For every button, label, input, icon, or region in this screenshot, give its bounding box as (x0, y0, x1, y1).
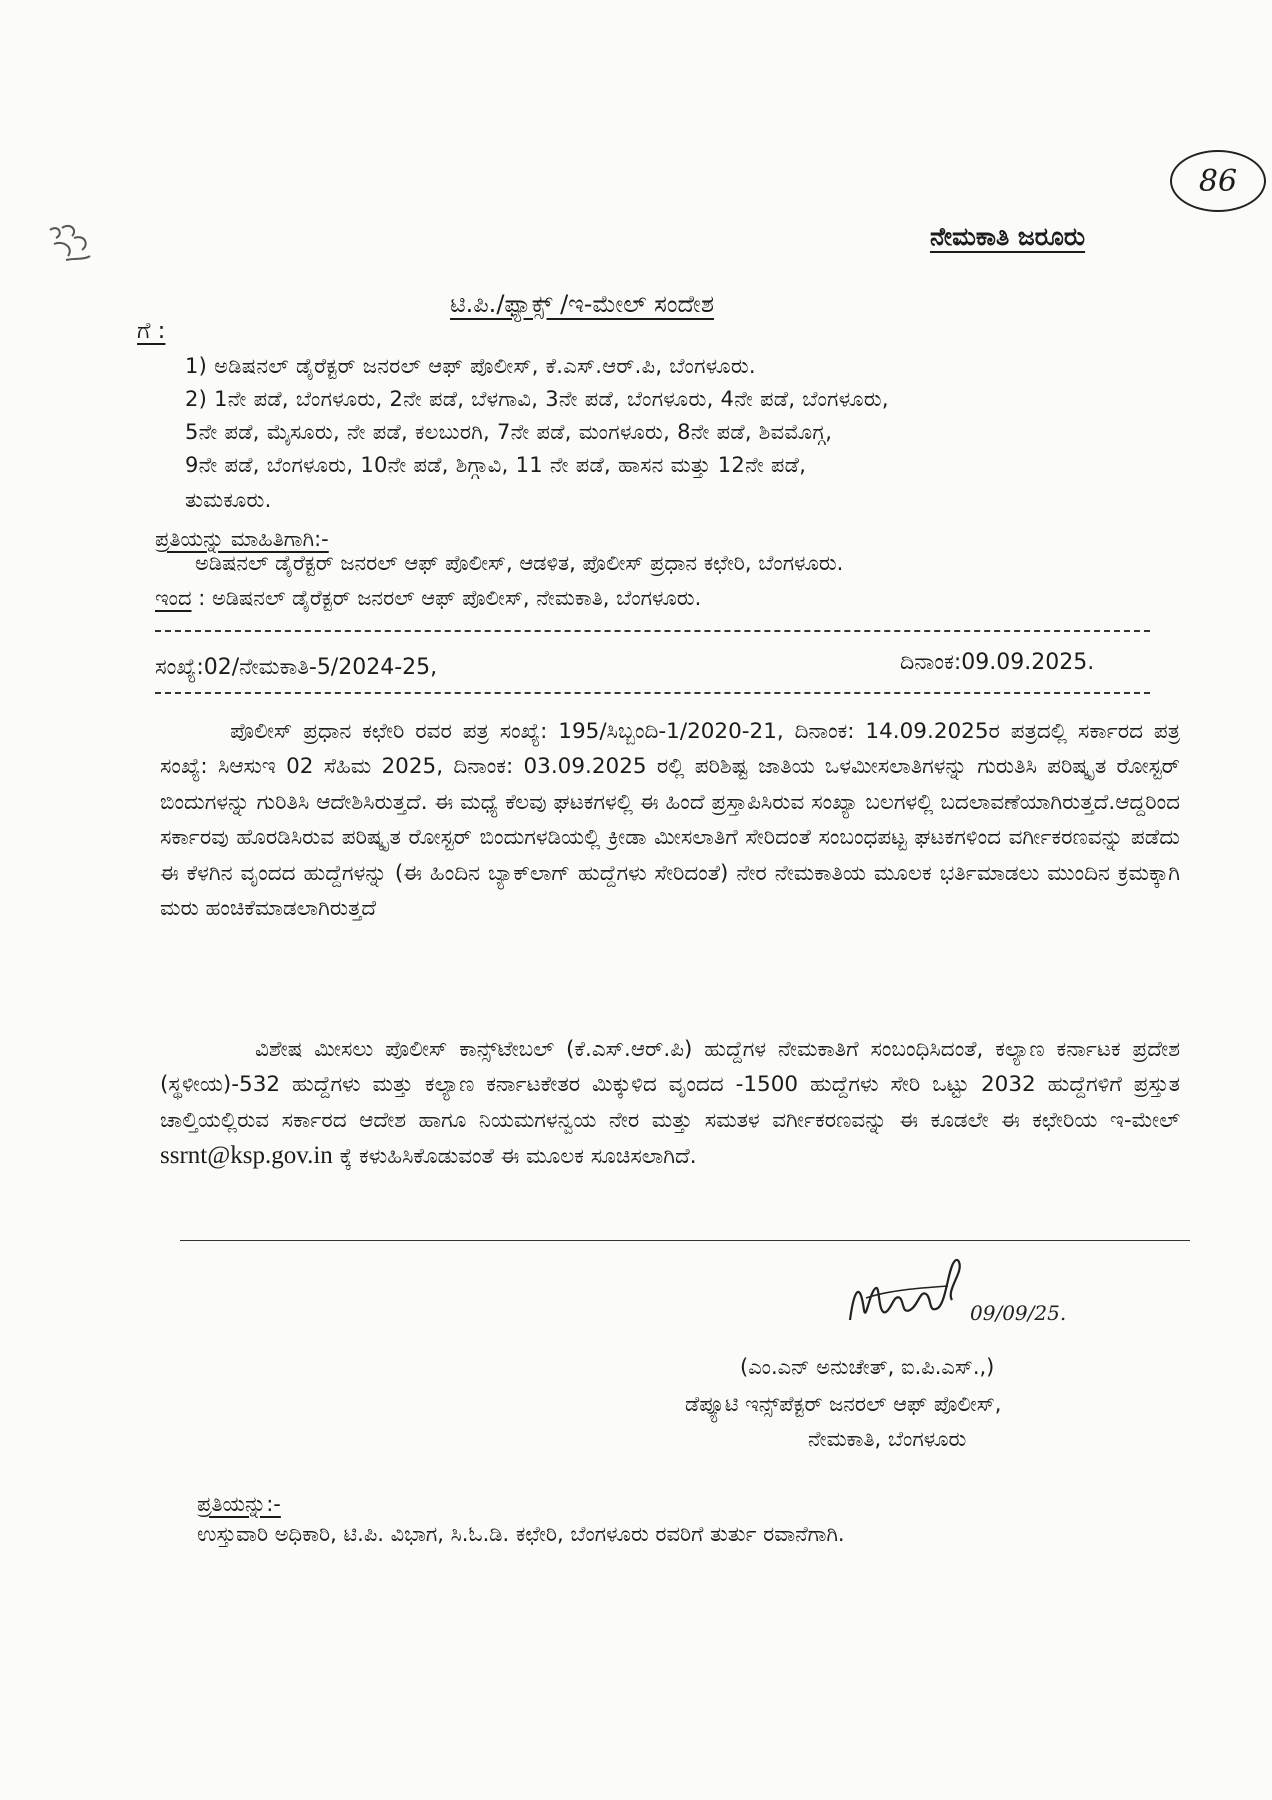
cc-label: ಪ್ರತಿಯನ್ನು ಮಾಹಿತಿಗಾಗಿ:- (155, 527, 329, 551)
urgent-label: ನೇಮಕಾತಿ ಜರೂರು (930, 222, 1086, 251)
from-line (155, 586, 701, 611)
signatory-name: (ಎಂ.ಎನ್ ಅನುಚೇತ್, ಐ.ಪಿ.ಎಸ್.,) (740, 1355, 995, 1379)
ink-mark-icon (44, 220, 96, 264)
signatory-designation: ಡೆಪ್ಯೂಟಿ ಇನ್ಸ್‌ಪೆಕ್ಟರ್ ಜನರಲ್ ಆಫ್ ಪೊಲೀಸ್, (685, 1392, 1002, 1416)
reference-number: ಸಂಖ್ಯೆ:02/ನೇಮಕಾತಿ-5/2024-25, (155, 655, 438, 680)
copy-recipient: ಉಸ್ತುವಾರಿ ಅಧಿಕಾರಿ, ಟಿ.ಪಿ. ವಿಭಾಗ, ಸಿ.ಓ.ಡಿ. ಕಛೇರಿ, ಬೆಂಗಳೂರು ರವರಿಗೆ ತುರ್ತು ರವಾನೆಗಾಗಿ. (197, 1522, 845, 1546)
signature-date: 09/09/25. (970, 1301, 1067, 1325)
page-number: 86 (1170, 150, 1266, 212)
message-heading: ಟಿ.ಪಿ./ಫ್ಯಾಕ್ಸ್ /ಇ-ಮೇಲ್ ಸಂದೇಶ (450, 290, 714, 318)
to-label: ಗೆ : (137, 318, 166, 344)
email-address: ssrnt@ksp.gov.in (160, 1142, 333, 1170)
paragraph-2-text: ವಿಶೇಷ ಮೀಸಲು ಪೊಲೀಸ್ ಕಾನ್ಸ್‌ಟೇಬಲ್ (ಕೆ.ಎಸ್.ಆರ್.ಪಿ) ಹುದ್ದೆಗಳ ನೇಮಕಾತಿಗೆ ಸಂಬಂಧಿಸಿದಂತೆ, ಕಲ್ಯಾಣ ಕರ್ನಾಟಕ ಪ್ರದೇಶ (ಸ್ಥಳೀಯ)-532 ಹುದ್ದೆಗಳು ಮತ್ತು ಕಲ್ಯಾಣ ಕರ್ನಾಟಕೇತರ ಮಿಕ್ಕುಳಿದ ವೃಂದದ -1500 ಹುದ್ದೆಗಳು ಸೇರಿ ಒಟ್ಟು 2032 ಹುದ್ದೆಗಳಿಗೆ ಪ್ರಸ್ತುತ ಚಾಲ್ತಿಯಲ್ಲಿರುವ ಸರ್ಕಾರದ ಆದೇಶ ಹಾಗೂ ನಿಯಮಗಳನ್ವಯ ನೇರ ಮತ್ತು ಸಮತಳ ವರ್ಗೀಕರಣವನ್ನು ಈ ಕೂಡಲೇ ಈ ಕಛೇರಿಯ ಇ-ಮೇಲ್ (160, 1037, 1180, 1133)
body-paragraph-2 (160, 1032, 1180, 1175)
body-paragraph-1: ಪೊಲೀಸ್ ಪ್ರಧಾನ ಕಛೇರಿ ರವರ ಪತ್ರ ಸಂಖ್ಯೆ: 195/ಸಿಬ್ಬಂದಿ-1/2020-21, ದಿನಾಂಕ: 14.09.2025ರ ಪತ್ರದಲ್ಲಿ ಸರ್ಕಾರದ ಪತ್ರ ಸಂಖ್ಯೆ: ಸಿಆಸುಇ 02 ಸೆಹಿಮ 2025, ದಿನಾಂಕ: 03.09.2025 ರಲ್ಲಿ ಪರಿಶಿಷ್ಟ ಜಾತಿಯ ಒಳಮೀಸಲಾತಿಗಳನ್ನು ಗುರುತಿಸಿ ಪರಿಷ್ಕೃತ ರೋಸ್ಟರ್ ಬಿಂದುಗಳನ್ನು ಗುರಿತಿಸಿ ಆದೇಶಿಸಿರುತ್ತದೆ. ಈ ಮಧ್ಯೆ ಕೆಲವು ಘಟಕಗಳಲ್ಲಿ ಈ ಹಿಂದೆ ಪ್ರಸ್ತಾಪಿಸಿರುವ ಸಂಖ್ಯಾ ಬಲಗಳಲ್ಲಿ ಬದಲಾವಣೆಯಾಗಿರುತ್ತದೆ.ಆದ್ದರಿಂದ ಸರ್ಕಾರವು ಹೊರಡಿಸಿರುವ ಪರಿಷ್ಕೃತ ರೋಸ್ಟರ್ ಬಿಂದುಗಳಡಿಯಲ್ಲಿ ಕ್ರೀಡಾ ಮೀಸಲಾತಿಗೆ ಸೇರಿದಂತೆ ಸಂಬಂಧಪಟ್ಟ ಘಟಕಗಳಿಂದ ವರ್ಗೀಕರಣವನ್ನು ಪಡೆದು ಈ ಕೆಳಗಿನ ವೃಂದದ ಹುದ್ದೆಗಳನ್ನು (ಈ ಹಿಂದಿನ ಬ್ಯಾಕ್‌ಲಾಗ್ ಹುದ್ದೆಗಳು ಸೇರಿದಂತೆ) ನೇರ ನೇಮಕಾತಿಯ ಮೂಲಕ ಭರ್ತಿಮಾಡಲು ಮುಂದಿನ ಕ್ರಮಕ್ಕಾಗಿ ಮರು ಹಂಚಿಕೆಮಾಡಲಾಗಿರುತ್ತದೆ (160, 719, 1180, 922)
recipient-line: 2) 1ನೇ ಪಡೆ, ಬೆಂಗಳೂರು, 2ನೇ ಪಡೆ, ಬೆಳಗಾವಿ, 3ನೇ ಪಡೆ, ಬೆಂಗಳೂರು, 4ನೇ ಪಡೆ, ಬೆಂಗಳೂರು, (185, 387, 889, 411)
dashed-divider (155, 630, 1150, 632)
paragraph-2-tail: ಕ್ಕೆ ಕಳುಹಿಸಿಕೊಡುವಂತೆ ಈ ಮೂಲಕ ಸೂಚಿಸಲಾಗಿದೆ. (332, 1144, 697, 1170)
recipient-line: 9ನೇ ಪಡೆ, ಬೆಂಗಳೂರು, 10ನೇ ಪಡೆ, ಶಿಗ್ಗಾವಿ, 11 ನೇ ಪಡೆ, ಹಾಸನ ಮತ್ತು 12ನೇ ಪಡೆ, (185, 453, 807, 477)
cc-recipient: ಅಡಿಷನಲ್ ಡೈರೆಕ್ಟರ್ ಜನರಲ್ ಆಫ್ ಪೊಲೀಸ್, ಆಡಳಿತ, ಪೊಲೀಸ್ ಪ್ರಧಾನ ಕಛೇರಿ, ಬೆಂಗಳೂರು. (195, 551, 844, 575)
signatory-place: ನೇಮಕಾತಿ, ಬೆಂಗಳೂರು (808, 1427, 967, 1451)
recipient-line: 1) ಅಡಿಷನಲ್ ಡೈರೆಕ್ಟರ್ ಜನರಲ್ ಆಫ್ ಪೊಲೀಸ್, ಕೆ.ಎಸ್.ಆರ್.ಪಿ, ಬೆಂಗಳೂರು. (185, 354, 756, 378)
horizontal-rule (180, 1240, 1190, 1241)
dashed-divider (155, 692, 1150, 694)
copy-label: ಪ್ರತಿಯನ್ನು:- (197, 1492, 281, 1516)
signature-image (830, 1250, 1090, 1340)
document-date: ದಿನಾಂಕ:09.09.2025. (900, 650, 1095, 675)
recipient-line: ತುಮಕೂರು. (185, 488, 272, 512)
from-text: : ಅಡಿಷನಲ್ ಡೈರೆಕ್ಟರ್ ಜನರಲ್ ಆಫ್ ಪೊಲೀಸ್, ನೇಮಕಾತಿ, ಬೆಂಗಳೂರು. (191, 586, 702, 610)
recipient-line: 5ನೇ ಪಡೆ, ಮೈಸೂರು, ನೇ ಪಡೆ, ಕಲಬುರಗಿ, 7ನೇ ಪಡೆ, ಮಂಗಳೂರು, 8ನೇ ಪಡೆ, ಶಿವಮೊಗ್ಗ, (185, 420, 833, 444)
from-label: ಇಂದ (155, 586, 192, 610)
